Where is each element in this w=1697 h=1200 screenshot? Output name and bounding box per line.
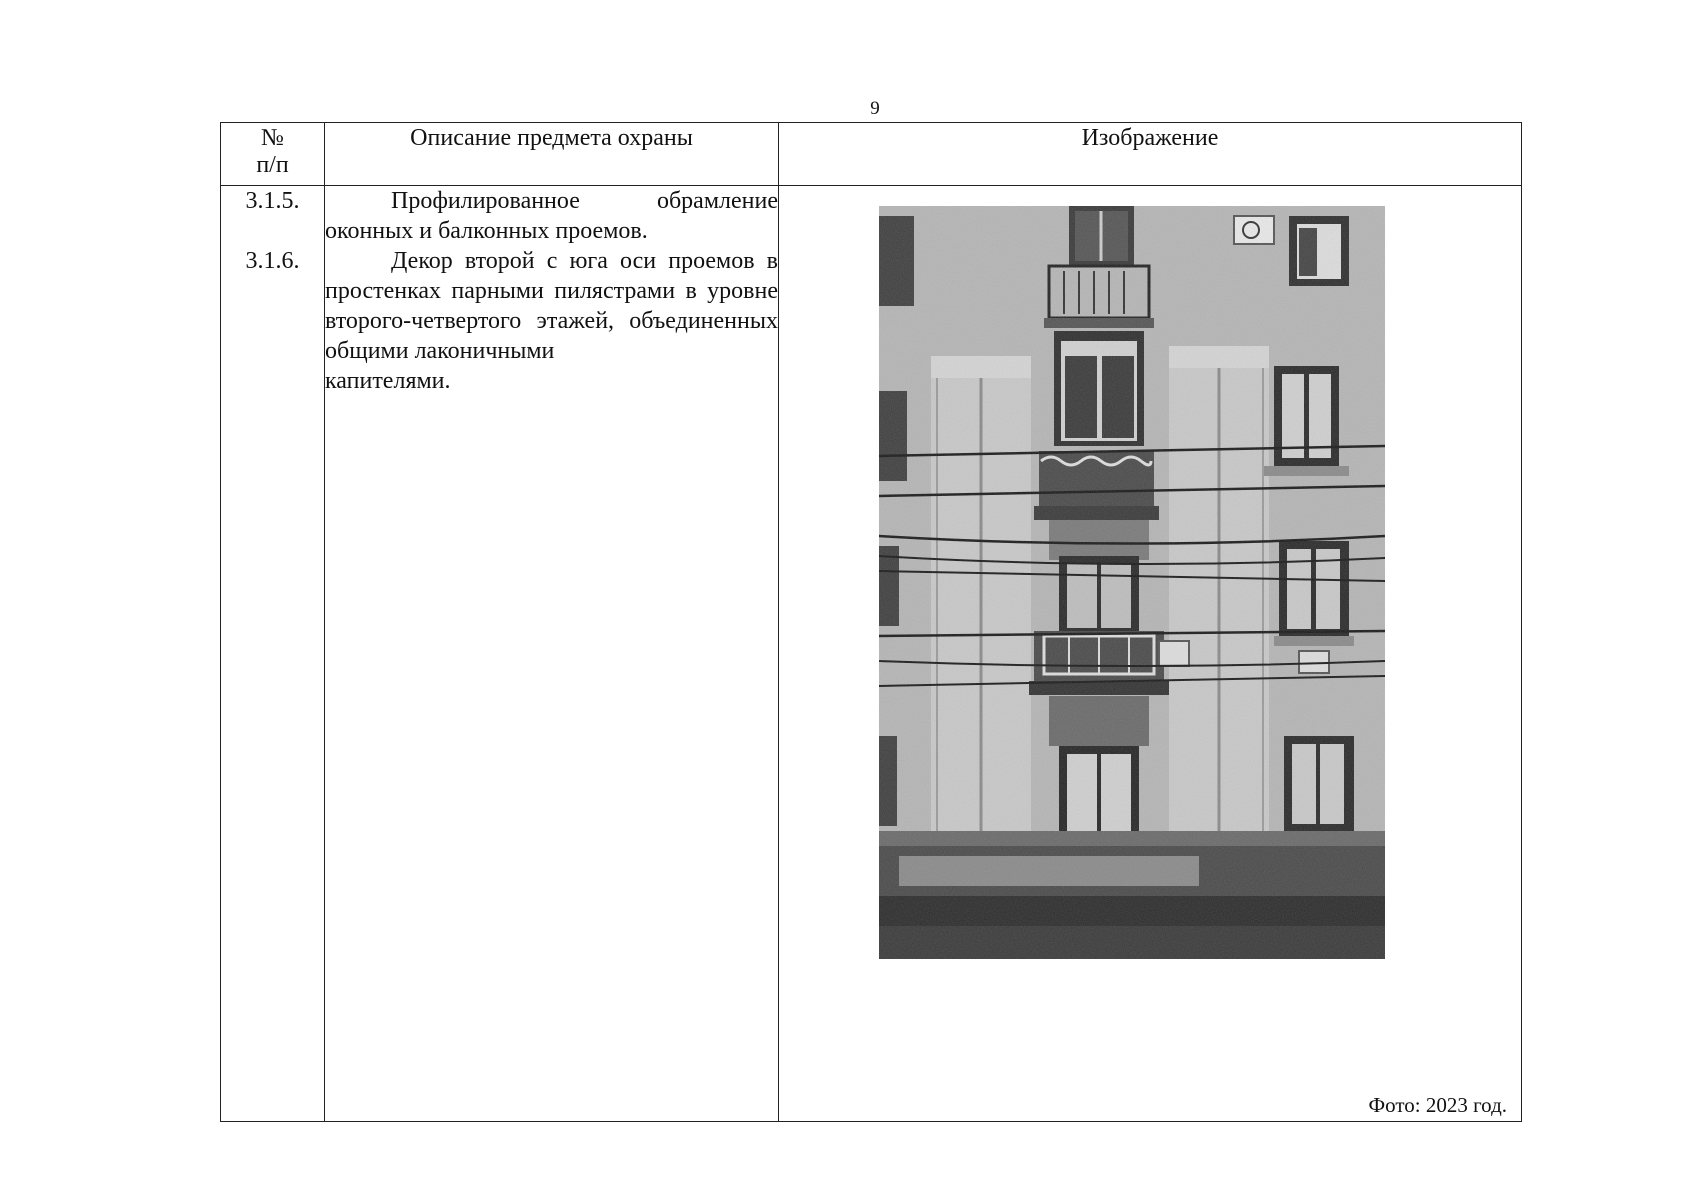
photo-caption: Фото: 2023 год.: [1368, 1093, 1507, 1117]
row-description-main: Декор второй с юга оси проемов в простенках парными пилястрами в уровне второго-четвертого этажей, объединенных общими лаконичными: [325, 248, 778, 364]
header-num-line2: п/п: [256, 152, 289, 178]
header-num-line1: №: [261, 125, 284, 151]
table-row: [221, 186, 1522, 1122]
header-image: Изображение: [779, 123, 1522, 186]
table-header-row: [221, 123, 1522, 186]
row-description-tail: капителями.: [325, 368, 451, 394]
header-description: Описание предмета охраны: [325, 123, 779, 186]
building-facade-photo: [879, 206, 1385, 959]
page-number: 9: [870, 98, 880, 119]
image-cell: [779, 186, 1522, 1122]
row-descriptions-cell: [325, 186, 779, 1122]
header-num: [221, 123, 325, 186]
protection-table: [220, 122, 1522, 1122]
row-number: 3.1.6.: [245, 248, 300, 274]
row-description: [325, 246, 778, 396]
row-number: 3.1.5.: [245, 188, 300, 214]
row-numbers-cell: [221, 186, 325, 1122]
row-description: Профилированное обрамление оконных и балконных проемов.: [325, 188, 778, 244]
